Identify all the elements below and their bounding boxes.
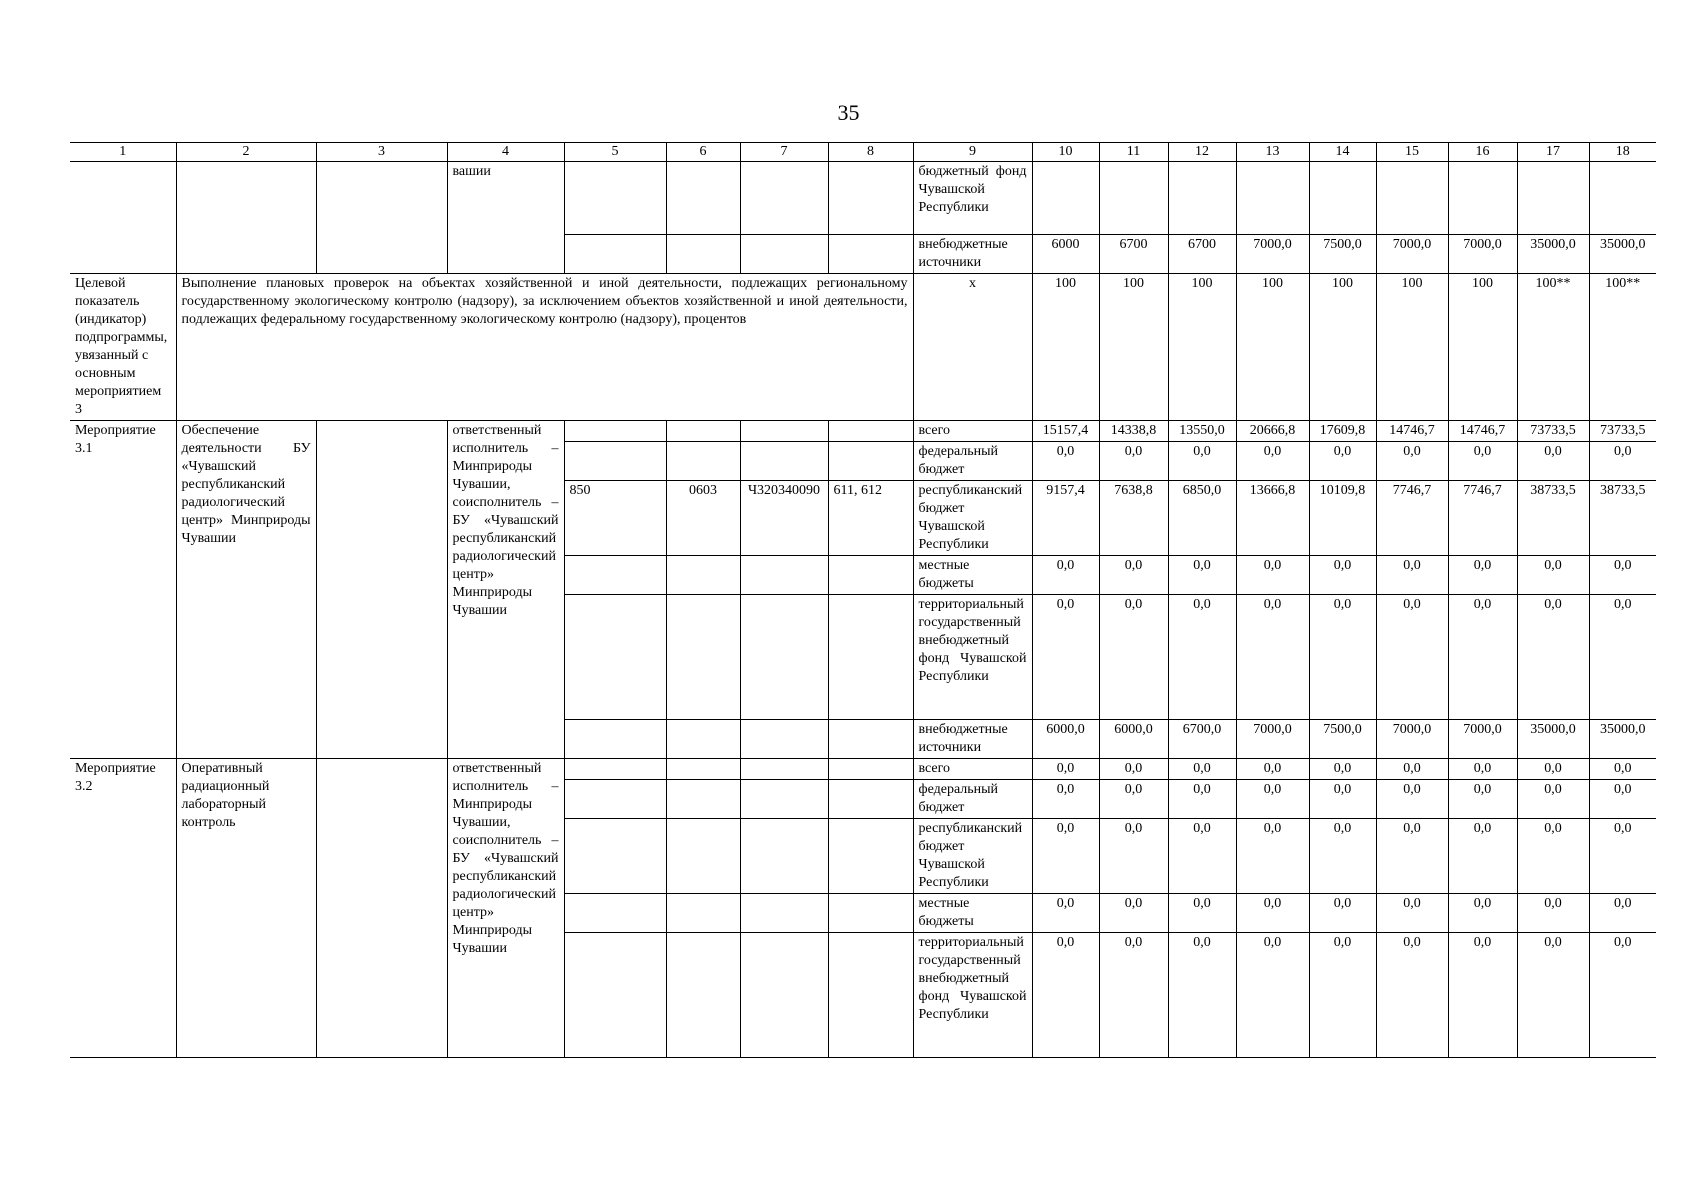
measure-3-2-executor: ответственный исполнитель – Минприроды Чувашии, соисполнитель – БУ «Чувашский республиканский радиологический центр» Минприроды Чувашии (447, 759, 564, 1058)
expense-type-cell (828, 595, 913, 720)
cell-col7 (740, 235, 828, 274)
value-cell-col17: 0,0 (1517, 442, 1589, 481)
value-cell-col13: 0,0 (1236, 556, 1309, 595)
column-number-10: 10 (1032, 143, 1099, 162)
value-cell-col18: 0,0 (1589, 595, 1656, 720)
column-number-11: 11 (1099, 143, 1168, 162)
value-cell-col10: 0,0 (1032, 595, 1099, 720)
value-cell-col12 (1168, 162, 1236, 235)
value-cell-col18: 0,0 (1589, 556, 1656, 595)
cell-col7 (740, 780, 828, 819)
value-cell-col11: 6700 (1099, 235, 1168, 274)
cell-col6 (666, 759, 740, 780)
value-cell-col12: 6700,0 (1168, 720, 1236, 759)
cell-col8 (828, 780, 913, 819)
value-cell-col18: 0,0 (1589, 819, 1656, 894)
value-cell-col10: 0,0 (1032, 819, 1099, 894)
grbs-code-cell (564, 421, 666, 442)
value-cell-col17 (1517, 162, 1589, 235)
value-cell-col18: 73733,5 (1589, 421, 1656, 442)
cell-col6 (666, 162, 740, 235)
value-cell-col12: 6850,0 (1168, 481, 1236, 556)
measure-3-1-row (70, 421, 1656, 442)
value-cell-col11: 0,0 (1099, 595, 1168, 720)
value-cell-col17: 100** (1517, 274, 1589, 421)
expense-type-cell (828, 442, 913, 481)
cell-col3 (316, 421, 447, 759)
value-cell-col11: 0,0 (1099, 933, 1168, 1058)
cell-col5 (564, 819, 666, 894)
value-cell-col10: 0,0 (1032, 556, 1099, 595)
value-cell-col16: 0,0 (1448, 933, 1517, 1058)
value-cell-col12: 13550,0 (1168, 421, 1236, 442)
value-cell-col18 (1589, 162, 1656, 235)
value-cell-col14: 7500,0 (1309, 235, 1376, 274)
cell-col5 (564, 759, 666, 780)
value-cell-col17: 35000,0 (1517, 235, 1589, 274)
column-number-15: 15 (1376, 143, 1448, 162)
value-cell-col10: 0,0 (1032, 442, 1099, 481)
target-article-cell (740, 720, 828, 759)
funding-source-cell: всего (913, 759, 1032, 780)
value-cell-col11: 7638,8 (1099, 481, 1168, 556)
value-cell-col10: 0,0 (1032, 759, 1099, 780)
value-cell-col10: 15157,4 (1032, 421, 1099, 442)
section-code-cell (666, 720, 740, 759)
cell-col8 (828, 759, 913, 780)
value-cell-col11: 100 (1099, 274, 1168, 421)
value-cell-col15: 0,0 (1376, 759, 1448, 780)
value-cell-col16: 0,0 (1448, 442, 1517, 481)
value-cell-col13: 0,0 (1236, 442, 1309, 481)
page-number: 35 (837, 100, 860, 125)
column-number-2: 2 (176, 143, 316, 162)
cell-col8 (828, 162, 913, 235)
value-cell-col16: 14746,7 (1448, 421, 1517, 442)
value-cell-col14: 0,0 (1309, 442, 1376, 481)
value-cell-col14: 0,0 (1309, 759, 1376, 780)
value-cell-col10: 0,0 (1032, 894, 1099, 933)
value-cell-col16: 0,0 (1448, 556, 1517, 595)
section-code-cell: 0603 (666, 481, 740, 556)
value-cell-col13: 13666,8 (1236, 481, 1309, 556)
value-cell-col13: 100 (1236, 274, 1309, 421)
cell-col8 (828, 235, 913, 274)
target-article-cell: Ч320340090 (740, 481, 828, 556)
value-cell-col12: 0,0 (1168, 819, 1236, 894)
cell-col7 (740, 759, 828, 780)
section-code-cell (666, 556, 740, 595)
grbs-code-cell (564, 720, 666, 759)
section-code-cell (666, 421, 740, 442)
value-cell-col11: 0,0 (1099, 442, 1168, 481)
value-cell-col10: 6000,0 (1032, 720, 1099, 759)
table-row (70, 162, 1656, 235)
value-cell-col14: 100 (1309, 274, 1376, 421)
column-number-4: 4 (447, 143, 564, 162)
value-cell-col13: 7000,0 (1236, 235, 1309, 274)
value-cell-col13: 0,0 (1236, 933, 1309, 1058)
measure-3-2-name: Оперативный радиационный лабораторный контроль (176, 759, 316, 1058)
financing-table (70, 142, 1656, 1058)
expense-type-cell (828, 421, 913, 442)
funding-source-cell: внебюджетные источники (913, 235, 1032, 274)
indicator-col9: х (913, 274, 1032, 421)
column-number-8: 8 (828, 143, 913, 162)
indicator-text: Выполнение плановых проверок на объектах хозяйственной и иной деятельности, подлежащих региональному государственному экологическому контролю (надзору), за исключением объектов хозяйственной и иной деятельности, подлежащих федеральному государственному экологическому контролю (надзору), процентов (176, 274, 913, 421)
value-cell-col10: 0,0 (1032, 933, 1099, 1058)
value-cell-col15: 7000,0 (1376, 235, 1448, 274)
cell-col2 (176, 162, 316, 274)
section-code-cell (666, 595, 740, 720)
grbs-code-cell: 850 (564, 481, 666, 556)
value-cell-col16: 0,0 (1448, 819, 1517, 894)
funding-source-cell: бюджетный фонд Чувашской Республики (913, 162, 1032, 235)
cell-col5 (564, 780, 666, 819)
cell-col8 (828, 933, 913, 1058)
column-number-1: 1 (70, 143, 176, 162)
value-cell-col16: 7000,0 (1448, 720, 1517, 759)
value-cell-col14: 0,0 (1309, 780, 1376, 819)
funding-source-cell: федеральный бюджет (913, 780, 1032, 819)
measure-3-1-executor: ответственный исполнитель – Минприроды Чувашии, соисполнитель – БУ «Чувашский республиканский радиологический центр» Минприроды Чувашии (447, 421, 564, 759)
target-article-cell (740, 421, 828, 442)
measure-3-1-name: Обеспечение деятельности БУ «Чувашский республиканский радиологический центр» Минприроды Чувашии (176, 421, 316, 759)
funding-source-cell: территориальный государственный внебюджетный фонд Чувашской Республики (913, 933, 1032, 1058)
value-cell-col10: 100 (1032, 274, 1099, 421)
column-number-14: 14 (1309, 143, 1376, 162)
value-cell-col17: 0,0 (1517, 933, 1589, 1058)
value-cell-col12: 0,0 (1168, 759, 1236, 780)
grbs-code-cell (564, 442, 666, 481)
funding-source-cell: территориальный государственный внебюджетный фонд Чувашской Республики (913, 595, 1032, 720)
funding-source-cell: республиканский бюджет Чувашской Республики (913, 819, 1032, 894)
grbs-code-cell (564, 595, 666, 720)
value-cell-col15: 0,0 (1376, 933, 1448, 1058)
value-cell-col17: 0,0 (1517, 595, 1589, 720)
cell-col7 (740, 933, 828, 1058)
value-cell-col11: 6000,0 (1099, 720, 1168, 759)
value-cell-col10: 0,0 (1032, 780, 1099, 819)
expense-type-cell (828, 556, 913, 595)
value-cell-col16: 0,0 (1448, 759, 1517, 780)
funding-source-cell: внебюджетные источники (913, 720, 1032, 759)
column-number-17: 17 (1517, 143, 1589, 162)
target-article-cell (740, 442, 828, 481)
funding-source-cell: местные бюджеты (913, 894, 1032, 933)
cell-col3 (316, 759, 447, 1058)
value-cell-col12: 6700 (1168, 235, 1236, 274)
grbs-code-cell (564, 556, 666, 595)
value-cell-col11: 0,0 (1099, 894, 1168, 933)
value-cell-col18: 35000,0 (1589, 720, 1656, 759)
value-cell-col14: 0,0 (1309, 894, 1376, 933)
target-article-cell (740, 595, 828, 720)
cell-col7 (740, 162, 828, 235)
value-cell-col11: 0,0 (1099, 780, 1168, 819)
value-cell-col14: 17609,8 (1309, 421, 1376, 442)
value-cell-col12: 0,0 (1168, 894, 1236, 933)
value-cell-col10: 9157,4 (1032, 481, 1099, 556)
value-cell-col18: 35000,0 (1589, 235, 1656, 274)
value-cell-col12: 0,0 (1168, 780, 1236, 819)
column-number-18: 18 (1589, 143, 1656, 162)
measure-3-2-label: Мероприятие 3.2 (70, 759, 176, 1058)
cell-col5 (564, 894, 666, 933)
cell-col5 (564, 235, 666, 274)
value-cell-col18: 0,0 (1589, 933, 1656, 1058)
value-cell-col11: 0,0 (1099, 819, 1168, 894)
value-cell-col15: 0,0 (1376, 556, 1448, 595)
value-cell-col13 (1236, 162, 1309, 235)
value-cell-col15: 7000,0 (1376, 720, 1448, 759)
value-cell-col15: 0,0 (1376, 819, 1448, 894)
value-cell-col14: 0,0 (1309, 819, 1376, 894)
target-article-cell (740, 556, 828, 595)
value-cell-col16: 0,0 (1448, 780, 1517, 819)
section-code-cell (666, 442, 740, 481)
column-number-6: 6 (666, 143, 740, 162)
value-cell-col13: 0,0 (1236, 595, 1309, 720)
value-cell-col17: 0,0 (1517, 759, 1589, 780)
value-cell-col16: 7000,0 (1448, 235, 1517, 274)
value-cell-col15: 14746,7 (1376, 421, 1448, 442)
value-cell-col12: 0,0 (1168, 442, 1236, 481)
value-cell-col18: 0,0 (1589, 894, 1656, 933)
value-cell-col14: 7500,0 (1309, 720, 1376, 759)
value-cell-col13: 0,0 (1236, 894, 1309, 933)
value-cell-col12: 0,0 (1168, 556, 1236, 595)
value-cell-col17: 35000,0 (1517, 720, 1589, 759)
value-cell-col14: 0,0 (1309, 933, 1376, 1058)
value-cell-col13: 0,0 (1236, 759, 1309, 780)
value-cell-col12: 0,0 (1168, 595, 1236, 720)
value-cell-col16: 0,0 (1448, 595, 1517, 720)
value-cell-col18: 38733,5 (1589, 481, 1656, 556)
funding-source-cell: федеральный бюджет (913, 442, 1032, 481)
indicator-row (70, 274, 1656, 421)
cell-col6 (666, 933, 740, 1058)
value-cell-col17: 0,0 (1517, 556, 1589, 595)
cell-col6 (666, 235, 740, 274)
column-number-9: 9 (913, 143, 1032, 162)
value-cell-col17: 73733,5 (1517, 421, 1589, 442)
value-cell-col17: 0,0 (1517, 780, 1589, 819)
value-cell-col16: 100 (1448, 274, 1517, 421)
cell-col8 (828, 894, 913, 933)
value-cell-col17: 0,0 (1517, 819, 1589, 894)
cell-col7 (740, 894, 828, 933)
column-number-3: 3 (316, 143, 447, 162)
value-cell-col10: 6000 (1032, 235, 1099, 274)
cell-col8 (828, 819, 913, 894)
value-cell-col15: 0,0 (1376, 780, 1448, 819)
value-cell-col14 (1309, 162, 1376, 235)
value-cell-col18: 100** (1589, 274, 1656, 421)
value-cell-col15: 100 (1376, 274, 1448, 421)
value-cell-col11: 0,0 (1099, 759, 1168, 780)
cell-col6 (666, 894, 740, 933)
value-cell-col17: 0,0 (1517, 894, 1589, 933)
measure-3-2-row (70, 759, 1656, 780)
cell-col5 (564, 162, 666, 235)
value-cell-col10 (1032, 162, 1099, 235)
value-cell-col14: 10109,8 (1309, 481, 1376, 556)
indicator-label: Целевой показатель (индикатор) подпрограммы, увязанный с основным мероприятием 3 (70, 274, 176, 421)
value-cell-col18: 0,0 (1589, 442, 1656, 481)
value-cell-col14: 0,0 (1309, 595, 1376, 720)
value-cell-col12: 0,0 (1168, 933, 1236, 1058)
value-cell-col15: 7746,7 (1376, 481, 1448, 556)
value-cell-col11: 14338,8 (1099, 421, 1168, 442)
cell-col6 (666, 780, 740, 819)
value-cell-col18: 0,0 (1589, 759, 1656, 780)
value-cell-col15: 0,0 (1376, 894, 1448, 933)
column-number-7: 7 (740, 143, 828, 162)
measure-3-1-label: Мероприятие 3.1 (70, 421, 176, 759)
value-cell-col18: 0,0 (1589, 780, 1656, 819)
cell-col3 (316, 162, 447, 274)
value-cell-col16 (1448, 162, 1517, 235)
expense-type-cell: 611, 612 (828, 481, 913, 556)
value-cell-col16: 0,0 (1448, 894, 1517, 933)
expense-type-cell (828, 720, 913, 759)
cell-col1 (70, 162, 176, 274)
value-cell-col12: 100 (1168, 274, 1236, 421)
value-cell-col15: 0,0 (1376, 595, 1448, 720)
value-cell-col13: 0,0 (1236, 819, 1309, 894)
value-cell-col11: 0,0 (1099, 556, 1168, 595)
column-number-16: 16 (1448, 143, 1517, 162)
column-number-5: 5 (564, 143, 666, 162)
funding-source-cell: местные бюджеты (913, 556, 1032, 595)
funding-source-cell: всего (913, 421, 1032, 442)
cell-col6 (666, 819, 740, 894)
column-number-13: 13 (1236, 143, 1309, 162)
value-cell-col14: 0,0 (1309, 556, 1376, 595)
value-cell-col16: 7746,7 (1448, 481, 1517, 556)
value-cell-col15: 0,0 (1376, 442, 1448, 481)
value-cell-col11 (1099, 162, 1168, 235)
cell-col5 (564, 933, 666, 1058)
value-cell-col13: 20666,8 (1236, 421, 1309, 442)
column-number-12: 12 (1168, 143, 1236, 162)
cell-col7 (740, 819, 828, 894)
value-cell-col15 (1376, 162, 1448, 235)
executor-cell-continued: вашии (447, 162, 564, 274)
value-cell-col13: 0,0 (1236, 780, 1309, 819)
value-cell-col13: 7000,0 (1236, 720, 1309, 759)
funding-source-cell: республиканский бюджет Чувашской Республики (913, 481, 1032, 556)
value-cell-col17: 38733,5 (1517, 481, 1589, 556)
column-number-row (70, 143, 1656, 162)
